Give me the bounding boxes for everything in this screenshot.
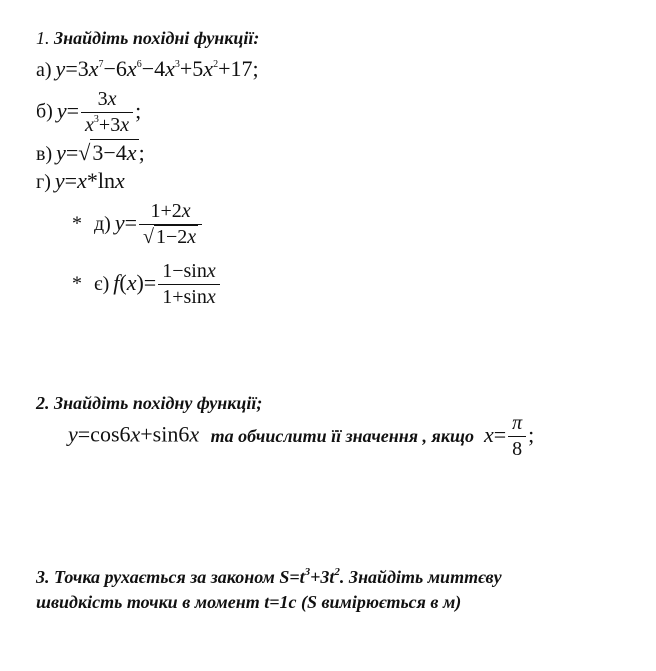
- task3-exp1: 3: [304, 566, 311, 578]
- formula-x-value: x= $\frac{\pi}{8}$ ;: [483, 412, 535, 460]
- task3-line1-b: +3t: [310, 567, 335, 587]
- task3-line1-a: 3. Точка рухається за законом S=t: [36, 567, 305, 587]
- item-e-label: д): [94, 212, 111, 235]
- item-d-label: г): [36, 171, 51, 193]
- task1-item-a: [36, 56, 259, 82]
- item-f-label: є): [94, 272, 110, 295]
- item-f-marker: *: [72, 272, 82, 295]
- task2-heading: 2. Знайдіть похідну функції;: [36, 393, 263, 413]
- formula-e: y= $\frac{1+2x}{√ 1-2x}$: [115, 210, 204, 235]
- item-c-label: в): [36, 143, 53, 165]
- item-b-label: б): [36, 100, 53, 123]
- task1-number: 1.: [36, 28, 50, 48]
- item-a-label: а): [36, 59, 52, 81]
- task2-text: та обчислити її значення , якщо: [210, 425, 474, 446]
- task1-item-f: [72, 260, 222, 309]
- task3-line1: [36, 566, 502, 588]
- formula-f: f(x)= $\frac{1-\sin x}{1+\sin x}$: [113, 270, 221, 295]
- task3-line2: швидкість точки в момент t=1с (S вимірюється в м): [36, 592, 462, 612]
- task1-title: Знайдіть похідні функції:: [54, 28, 260, 48]
- formula-task2: y=cos6x+sin6x: [68, 421, 205, 447]
- item-e-marker: *: [72, 212, 82, 235]
- task1-item-e: [72, 200, 204, 249]
- formula-d: y=x*lnx: [54, 168, 125, 193]
- task1-item-c: [36, 140, 145, 166]
- task1-item-b: [36, 88, 141, 137]
- task1-item-d: [36, 168, 125, 194]
- formula-c: y=√3−4x;: [56, 140, 145, 165]
- formula-a: $y=3x^7-6x^6-4x^3+5x^2+17$;: [55, 56, 259, 81]
- task1-heading: [36, 28, 259, 49]
- formula-b: y= $\frac{3x}{x^3+3x}$ ;: [56, 88, 142, 136]
- task3-exp2: 2: [334, 566, 340, 578]
- task3-line1-c: . Знайдіть миттєву: [339, 567, 502, 587]
- task2-expression: [68, 412, 534, 461]
